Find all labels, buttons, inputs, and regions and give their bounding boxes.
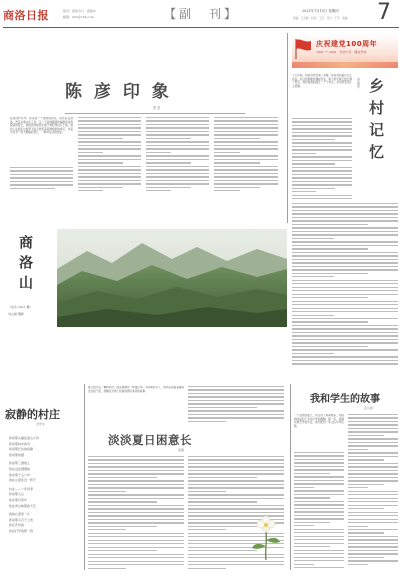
article-body-col-3 bbox=[146, 117, 209, 193]
chen-article bbox=[10, 33, 282, 193]
village-article bbox=[292, 72, 398, 372]
poem-line: 你在远处慢慢地 bbox=[9, 466, 31, 471]
article-author: 洪先生 bbox=[36, 422, 46, 426]
issue-date: 2021年7月15日 星期四 bbox=[302, 9, 339, 13]
students-article bbox=[294, 384, 398, 572]
poem-line: 你是那三道坡上 bbox=[9, 461, 31, 466]
column-divider bbox=[287, 33, 288, 223]
column-divider bbox=[290, 384, 291, 570]
mountain-photo bbox=[57, 229, 287, 327]
article-body-col-1 bbox=[88, 456, 184, 570]
section-label: 【副 刊】 bbox=[164, 7, 240, 21]
article-body-col-2 bbox=[292, 203, 398, 368]
photo-credit: 刘占峰 摄影 bbox=[8, 312, 24, 316]
article-title: 寂静的村庄 bbox=[5, 408, 60, 421]
article-intro: 十五年前，爸爸带我去看了老屋，那是我的童年记忆所在。村口的那棵老槐树还在，树下的石磨已经长满了青苔，那些熟悉的面孔一个个老去，乡村的变化让人感慨。 bbox=[292, 74, 352, 88]
article-title: 陈 彦 印 象 bbox=[65, 82, 172, 102]
photo-caption: （农家 2021 摄） bbox=[8, 305, 33, 309]
poem-line: 你是那大山 bbox=[9, 492, 25, 497]
mountain-section bbox=[3, 229, 287, 327]
poem-line: 你在那十五六岁 bbox=[9, 472, 31, 477]
masthead-info-1: 统刊：商洛今日 · 商报办 bbox=[63, 9, 96, 13]
article-body-col-2 bbox=[348, 414, 398, 570]
poem-line: 我在山里住过一阵子 bbox=[9, 478, 37, 483]
article-intro: 在陕西作家中，陈彦是一个独特的存在。他先后在商洛、西安从事文化工作，从一个县城剧团的编剧到省级院团的院长，他的创作始终扎根于秦腔和这片土地。他的人生经历与他笔下的人物有着某种相似的命运，作品中总有一股不服输的劲儿，一种对生活的热爱。 bbox=[10, 117, 73, 135]
article-title: 乡村记忆 bbox=[367, 78, 385, 166]
flower-illustration bbox=[248, 514, 284, 560]
editor-meta: 责编：王文新 校对：王芸 设计：王芳 美编 bbox=[293, 17, 348, 20]
party-banner bbox=[292, 34, 398, 68]
poem-line: 村庄——一年四季 bbox=[9, 486, 34, 491]
column-divider bbox=[84, 384, 85, 570]
article-title: 淡淡夏日困意长 bbox=[108, 433, 192, 447]
article-author: 雷雁 bbox=[178, 448, 185, 452]
banner-sub: 1921 ── 2021 · 学史力行 · 继往开来 bbox=[316, 50, 367, 54]
article-body-col-1 bbox=[10, 167, 73, 193]
banner-wave bbox=[292, 62, 398, 68]
article-body-col-4 bbox=[214, 117, 278, 193]
quiet-village-article bbox=[3, 384, 81, 572]
article-author: 张 坚 bbox=[153, 106, 161, 110]
photo-title: 商洛山 bbox=[17, 235, 33, 295]
article-body-col-1 bbox=[294, 452, 344, 570]
page-number: 7 bbox=[377, 0, 391, 25]
article-body-col-2 bbox=[78, 117, 141, 193]
masthead-divider bbox=[3, 27, 399, 28]
poem-line: 你是那林中的鸟 bbox=[9, 441, 31, 446]
poem-line: 你在开田地 bbox=[9, 523, 25, 528]
article-body-col-1 bbox=[292, 118, 352, 200]
poem-line: 你在青山映照的天空 bbox=[9, 503, 37, 508]
article-intro: 夏日的午后，蝉鸣阵阵，困意像潮水一样漫过来。小时候在乡下，奶奶总是摇着蒲扇坐在院子里，我躺在竹席上听她讲那些遥远的故事。 bbox=[88, 386, 184, 393]
poem-line: 你是那红色的寂静 bbox=[9, 447, 34, 452]
masthead-info-2: 邮箱：slrb@163.com bbox=[63, 15, 94, 19]
article-title: 我和学生的故事 bbox=[310, 394, 380, 405]
poem bbox=[9, 436, 79, 535]
newspaper-logo: 商洛日报 bbox=[3, 9, 49, 22]
title-underline bbox=[65, 113, 245, 114]
article-author: 张兵团 bbox=[364, 406, 374, 410]
article-intro: 一个炎热的夏天，我走进了那间教室，迎接我的是四十多双好奇的眼睛。那一年，我刚从师范学校毕业，被分配到一所山区中学任教。 bbox=[294, 414, 344, 428]
flag-icon bbox=[294, 38, 312, 60]
article-body-col-1a bbox=[188, 386, 284, 426]
banner-main: 庆祝建党100周年 bbox=[316, 40, 378, 48]
masthead bbox=[0, 0, 402, 28]
poem-line: 你在那月亮中 bbox=[9, 497, 28, 502]
poem-line: 你在打开的那一段 bbox=[9, 528, 34, 533]
poem-line: 你是那小石子上的 bbox=[9, 517, 34, 522]
summer-article bbox=[88, 384, 286, 572]
poem-line: 你是那炊烟 bbox=[9, 452, 25, 457]
poem-line: 你是那山巅处高山小河 bbox=[9, 436, 40, 440]
poem-line: 我的心里是一片 bbox=[9, 512, 31, 517]
article-author: 李丽华 bbox=[356, 78, 360, 90]
